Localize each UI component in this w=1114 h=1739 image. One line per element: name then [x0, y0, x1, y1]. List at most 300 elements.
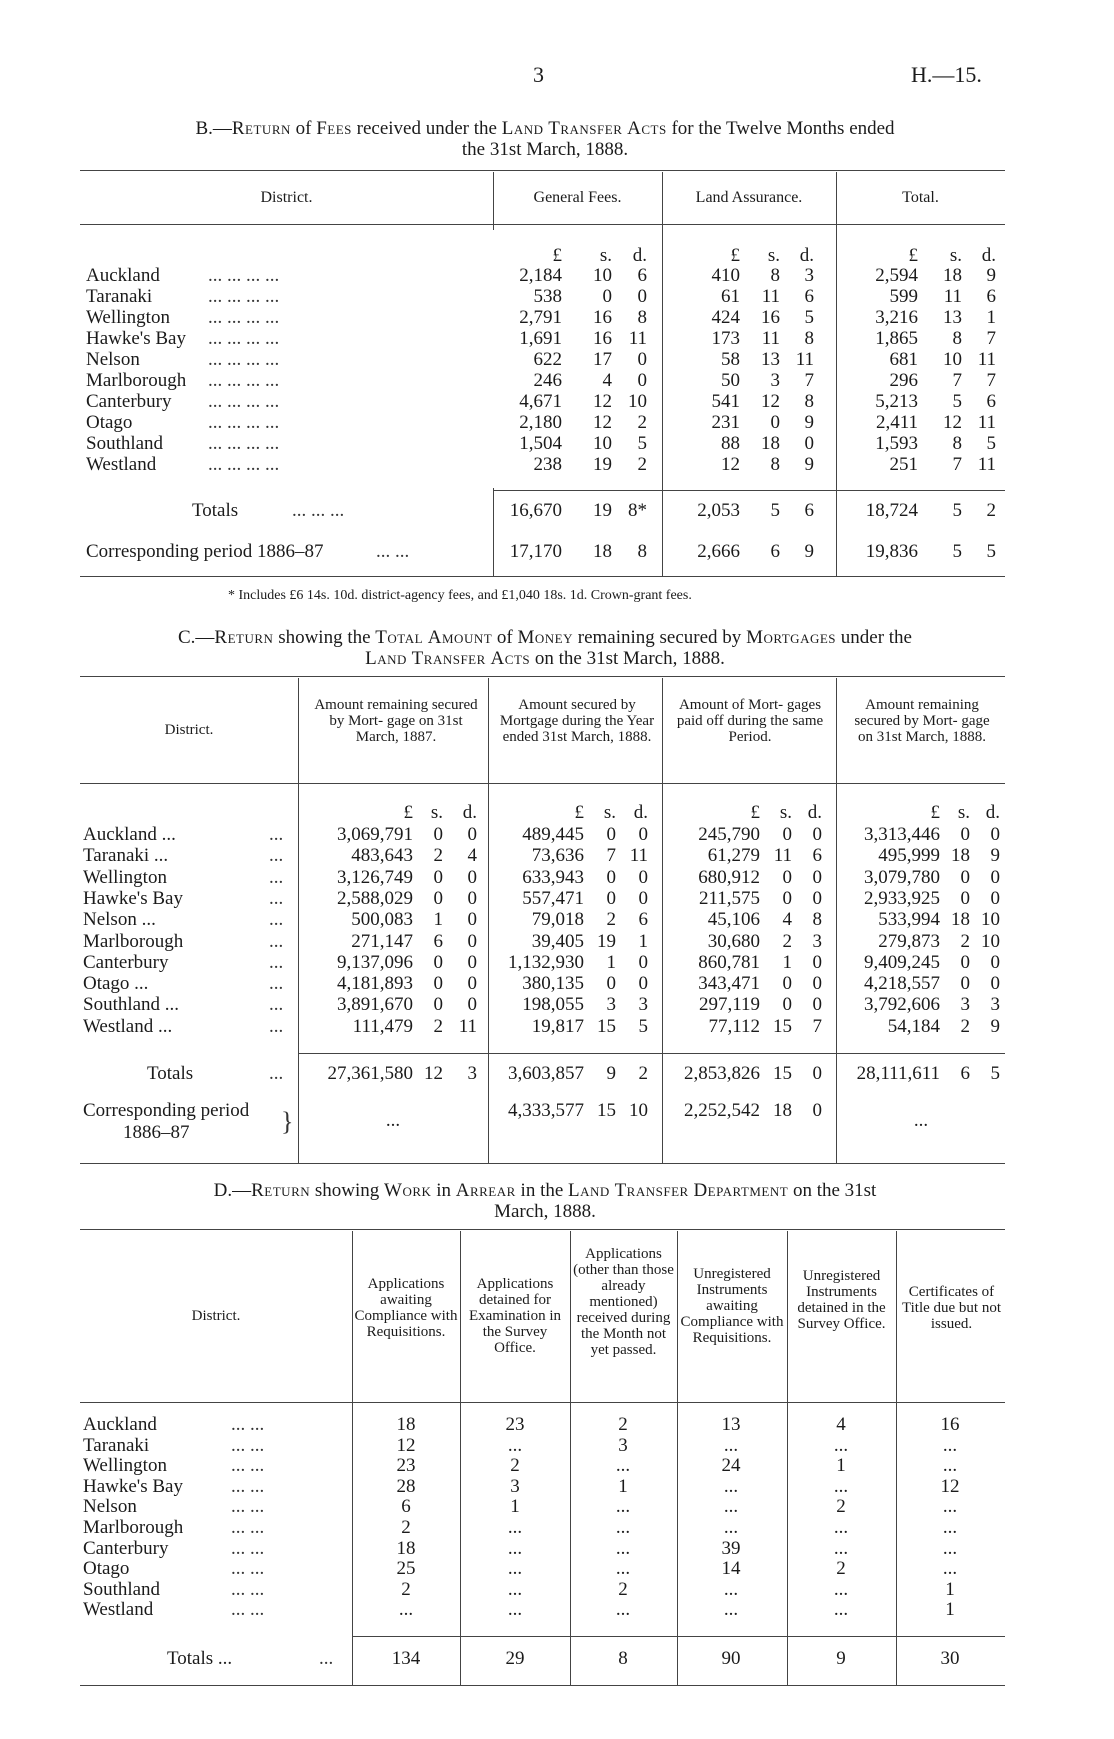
count-cell: 3 [510, 1476, 520, 1497]
money-cell: 11 [943, 286, 962, 307]
money-cell: 4,671 [519, 391, 562, 412]
money-cell: 500,083 [351, 909, 413, 930]
totals-label: Totals ... [167, 1648, 233, 1669]
money-cell: 6 [986, 391, 996, 412]
district-name: Westland ... [83, 1016, 173, 1037]
table-row [86, 391, 1006, 413]
money-cell: 11 [977, 454, 996, 475]
count-cell: ... [723, 1496, 739, 1517]
table-c-totals-rule [298, 1053, 1005, 1054]
money-cell: 16 [593, 307, 612, 328]
money-cell: 16 [593, 328, 612, 349]
money-cell: 2 [637, 454, 647, 475]
district-name: Auckland ... [83, 824, 176, 845]
table-d-header-app-awaiting: Applications awaiting Compliance with Requisitions. [354, 1276, 458, 1340]
money-cell: 0 [990, 867, 1000, 888]
money-cell: 15 [773, 1063, 792, 1084]
leader-dots: ... ... ... ... [208, 286, 280, 307]
money-cell: 495,999 [878, 845, 940, 866]
money-cell: 0 [637, 349, 647, 370]
district-name: Auckland [83, 1414, 157, 1435]
money-cell: 5 [952, 500, 962, 521]
count-cell: ... [942, 1558, 958, 1579]
count-cell: ... [942, 1517, 958, 1538]
count-cell: 28 [396, 1476, 416, 1497]
money-cell: ... [385, 1110, 401, 1131]
money-cell: ... [913, 1110, 929, 1131]
leader-dots: ... ... ... ... [208, 265, 280, 286]
money-cell: 11 [628, 328, 647, 349]
money-cell: 8 [637, 307, 647, 328]
money-cell: 599 [889, 286, 918, 307]
table-c-unit-label: £ [930, 802, 940, 823]
count-cell: 2 [836, 1496, 846, 1517]
table-row [86, 349, 1006, 371]
money-cell: 2,791 [519, 307, 562, 328]
table-c-unit-label: d. [462, 802, 477, 823]
count-cell: ... [615, 1517, 631, 1538]
money-cell: 11 [761, 328, 780, 349]
leader-dots: ... ... ... ... [208, 454, 280, 475]
count-cell: 2 [401, 1579, 411, 1600]
money-cell: 0 [960, 888, 970, 909]
district-name: Canterbury [86, 391, 172, 412]
district-name: Taranaki [86, 286, 153, 307]
money-cell: 8 [637, 541, 647, 562]
table-c-top-rule [80, 676, 1005, 677]
money-cell: 2,411 [875, 412, 918, 433]
money-cell: 7 [804, 370, 814, 391]
money-cell: 7 [606, 845, 616, 866]
money-cell: 1 [782, 952, 792, 973]
money-cell: 61,279 [707, 845, 760, 866]
money-cell: 3 [467, 1063, 477, 1084]
money-cell: 0 [782, 888, 792, 909]
money-cell: 238 [533, 454, 562, 475]
table-b-unit-label: £ [552, 245, 562, 266]
count-cell: 16 [940, 1414, 960, 1435]
count-cell: ... [833, 1517, 849, 1538]
count-cell: 8 [618, 1648, 628, 1669]
money-cell: 12 [943, 412, 962, 433]
money-cell: 0 [960, 824, 970, 845]
money-cell: 3,603,857 [508, 1063, 584, 1084]
money-cell: 10 [628, 391, 647, 412]
money-cell: 3,216 [875, 307, 918, 328]
money-cell: 73,636 [531, 845, 584, 866]
count-cell: 39 [721, 1538, 741, 1559]
money-cell: 6 [804, 500, 814, 521]
leader-dots: ... ... ... ... [208, 412, 280, 433]
count-cell: ... [507, 1538, 523, 1559]
money-cell: 2,853,826 [684, 1063, 760, 1084]
money-cell: 5 [990, 1063, 1000, 1084]
money-cell: 79,018 [531, 909, 584, 930]
district-name: Hawke's Bay [86, 328, 186, 349]
money-cell: 15 [597, 1016, 616, 1037]
money-cell: 211,575 [698, 888, 760, 909]
money-cell: 2 [960, 931, 970, 952]
money-cell: 10 [593, 265, 612, 286]
leader-dots: ... ... [231, 1435, 265, 1456]
district-name: Otago ... [83, 973, 149, 994]
money-cell: 8 [770, 265, 780, 286]
money-cell: 6 [637, 265, 647, 286]
money-cell: 0 [467, 888, 477, 909]
money-cell: 19 [593, 454, 612, 475]
money-cell: 28,111,611 [856, 1063, 940, 1084]
money-cell: 16 [761, 307, 780, 328]
count-cell: 23 [505, 1414, 525, 1435]
corresponding-row [83, 1100, 1008, 1146]
money-cell: 3 [960, 994, 970, 1015]
district-name: Hawke's Bay [83, 888, 183, 909]
table-row [83, 1414, 1008, 1436]
table-c-unit-label: s. [779, 802, 792, 823]
money-cell: 557,471 [522, 888, 584, 909]
leader-dots: ... ... [231, 1414, 265, 1435]
count-cell: 3 [618, 1435, 628, 1456]
table-c-header-district: District. [164, 722, 214, 738]
money-cell: 1 [986, 307, 996, 328]
totals-label: Totals [147, 1063, 194, 1084]
money-cell: 6 [804, 286, 814, 307]
count-cell: 18 [396, 1538, 416, 1559]
table-row [86, 433, 1006, 455]
count-cell: ... [723, 1476, 739, 1497]
money-cell: 18 [593, 541, 612, 562]
money-cell: 18 [951, 909, 970, 930]
table-c-header-rule [80, 783, 1005, 784]
count-cell: 1 [945, 1579, 955, 1600]
money-cell: 681 [889, 349, 918, 370]
money-cell: 533,994 [878, 909, 940, 930]
table-d-header-app-detained: Applications detained for Examination in the Survey Office. [468, 1276, 562, 1356]
count-cell: 90 [721, 1648, 741, 1669]
money-cell: 0 [960, 973, 970, 994]
corresponding-label-line2: 1886–87 [123, 1122, 190, 1143]
money-cell: 77,112 [708, 1016, 760, 1037]
table-b-unit-label: d. [981, 245, 996, 266]
money-cell: 1,504 [519, 433, 562, 454]
leader-dots: ... [269, 994, 284, 1015]
money-cell: 9,409,245 [864, 952, 940, 973]
money-cell: 245,790 [698, 824, 760, 845]
money-cell: 15 [773, 1016, 792, 1037]
leader-dots: ... ... [231, 1538, 265, 1559]
money-cell: 680,912 [698, 867, 760, 888]
money-cell: 19 [597, 931, 616, 952]
table-row [83, 824, 1008, 846]
table-b-unit-label: £ [730, 245, 740, 266]
money-cell: 271,147 [351, 931, 413, 952]
money-cell: 4 [467, 845, 477, 866]
count-cell: ... [615, 1455, 631, 1476]
money-cell: 5 [986, 433, 996, 454]
table-row [83, 1476, 1008, 1498]
table-b-top-rule [80, 170, 1005, 171]
money-cell: 2,252,542 [684, 1100, 760, 1121]
money-cell: 1,132,930 [508, 952, 584, 973]
count-cell: ... [833, 1435, 849, 1456]
money-cell: 10 [629, 1100, 648, 1121]
money-cell: 0 [960, 952, 970, 973]
money-cell: 8* [628, 500, 647, 521]
leader-dots: ... ... [231, 1599, 265, 1620]
money-cell: 0 [812, 1063, 822, 1084]
count-cell: 4 [836, 1414, 846, 1435]
money-cell: 4,333,577 [508, 1100, 584, 1121]
money-cell: 5 [637, 433, 647, 454]
leader-dots: ... [269, 931, 284, 952]
table-c-bottom-rule [80, 1163, 1005, 1164]
money-cell: 0 [812, 973, 822, 994]
table-row [86, 265, 1006, 287]
money-cell: 0 [467, 973, 477, 994]
table-b-title [80, 118, 1010, 160]
money-cell: 483,643 [351, 845, 413, 866]
money-cell: 19,817 [531, 1016, 584, 1037]
totals-row [86, 500, 1006, 522]
money-cell: 2,588,029 [337, 888, 413, 909]
money-cell: 12 [424, 1063, 443, 1084]
table-d-header-app-other: Applications (other than those already mentioned) received during the Month not yet passed. [573, 1246, 674, 1358]
money-cell: 1 [433, 909, 443, 930]
table-b-title-line1: B.—Return of Fees received under the Land Transfer Acts for the Twelve Months ended [195, 118, 895, 139]
table-c-title-line1: C.—Return showing the Total Amount of Money remaining secured by Mortgages under the [177, 627, 912, 648]
table-d-top-rule [80, 1229, 1005, 1230]
leader-dots: ... ... ... ... [208, 433, 280, 454]
money-cell: 2 [433, 845, 443, 866]
table-row [83, 888, 1008, 910]
money-cell: 10 [981, 909, 1000, 930]
money-cell: 1,865 [875, 328, 918, 349]
table-row [83, 1016, 1008, 1038]
leader-dots: ... [269, 845, 284, 866]
count-cell: ... [507, 1558, 523, 1579]
money-cell: 18 [943, 265, 962, 286]
table-b-unit-label: s. [949, 245, 962, 266]
money-cell: 8 [812, 909, 822, 930]
money-cell: 111,479 [352, 1016, 413, 1037]
money-cell: 12 [721, 454, 740, 475]
table-b-unit-label: £ [908, 245, 918, 266]
money-cell: 18 [773, 1100, 792, 1121]
corresponding-row [86, 541, 1006, 563]
table-b-header-total: Total. [902, 189, 939, 206]
money-cell: 9 [804, 541, 814, 562]
money-cell: 3 [606, 994, 616, 1015]
money-cell: 3,079,780 [864, 867, 940, 888]
count-cell: 9 [836, 1648, 846, 1669]
money-cell: 5 [986, 541, 996, 562]
table-d-header-district: District. [191, 1308, 241, 1324]
count-cell: 25 [396, 1558, 416, 1579]
money-cell: 6 [812, 845, 822, 866]
money-cell: 3,313,446 [864, 824, 940, 845]
money-cell: 30,680 [707, 931, 760, 952]
money-cell: 2 [433, 1016, 443, 1037]
money-cell: 3,891,670 [337, 994, 413, 1015]
money-cell: 0 [812, 952, 822, 973]
table-b-header-land-assurance: Land Assurance. [695, 189, 803, 206]
money-cell: 0 [782, 994, 792, 1015]
money-cell: 279,873 [878, 931, 940, 952]
page-number: 3 [533, 62, 544, 87]
money-cell: 88 [721, 433, 740, 454]
money-cell: 4 [602, 370, 612, 391]
table-b-unit-label: d. [632, 245, 647, 266]
table-d-title-line2: March, 1888. [494, 1201, 596, 1222]
money-cell: 380,135 [522, 973, 584, 994]
money-cell: 489,445 [522, 824, 584, 845]
money-cell: 2 [606, 909, 616, 930]
money-cell: 2 [986, 500, 996, 521]
district-name: Nelson ... [83, 909, 156, 930]
money-cell: 9 [606, 1063, 616, 1084]
district-name: Canterbury [83, 1538, 169, 1559]
money-cell: 0 [990, 824, 1000, 845]
money-cell: 8 [770, 454, 780, 475]
money-cell: 173 [711, 328, 740, 349]
table-row [83, 845, 1008, 867]
money-cell: 0 [606, 824, 616, 845]
money-cell: 12 [761, 391, 780, 412]
money-cell: 12 [593, 412, 612, 433]
money-cell: 0 [467, 952, 477, 973]
money-cell: 8 [804, 328, 814, 349]
leader-dots: ... [269, 973, 284, 994]
leader-dots: ... ... ... [292, 500, 345, 521]
money-cell: 0 [804, 433, 814, 454]
money-cell: 0 [467, 824, 477, 845]
count-cell: 24 [721, 1455, 741, 1476]
table-row [83, 1538, 1008, 1560]
money-cell: 0 [606, 973, 616, 994]
money-cell: 5 [804, 307, 814, 328]
money-cell: 343,471 [698, 973, 760, 994]
money-cell: 13 [761, 349, 780, 370]
district-name: Wellington [83, 867, 167, 888]
leader-dots: ... ... [231, 1455, 265, 1476]
money-cell: 231 [711, 412, 740, 433]
table-row [83, 973, 1008, 995]
money-cell: 12 [593, 391, 612, 412]
leader-dots: ... ... ... ... [208, 391, 280, 412]
totals-row [83, 1648, 1008, 1670]
count-cell: 134 [391, 1648, 421, 1669]
district-name: Hawke's Bay [83, 1476, 183, 1497]
money-cell: 50 [721, 370, 740, 391]
table-row [86, 412, 1006, 434]
count-cell: ... [723, 1517, 739, 1538]
leader-dots: ... [319, 1648, 334, 1669]
money-cell: 0 [467, 909, 477, 930]
leader-dots: ... ... [376, 541, 410, 562]
money-cell: 0 [638, 888, 648, 909]
count-cell: 1 [945, 1599, 955, 1620]
money-cell: 11 [977, 412, 996, 433]
money-cell: 7 [952, 454, 962, 475]
leader-dots: ... [269, 888, 284, 909]
money-cell: 4 [782, 909, 792, 930]
totals-label: Totals [192, 500, 239, 521]
money-cell: 11 [629, 845, 648, 866]
money-cell: 9 [804, 412, 814, 433]
table-row [83, 1435, 1008, 1457]
money-cell: 2 [637, 412, 647, 433]
money-cell: 622 [533, 349, 562, 370]
money-cell: 39,405 [531, 931, 584, 952]
money-cell: 0 [782, 824, 792, 845]
money-cell: 0 [467, 867, 477, 888]
money-cell: 27,361,580 [327, 1063, 413, 1084]
money-cell: 19,836 [865, 541, 918, 562]
money-cell: 61 [721, 286, 740, 307]
money-cell: 2,180 [519, 412, 562, 433]
money-cell: 7 [812, 1016, 822, 1037]
money-cell: 0 [782, 973, 792, 994]
table-row [83, 1496, 1008, 1518]
money-cell: 3 [812, 931, 822, 952]
count-cell: 1 [618, 1476, 628, 1497]
money-cell: 297,119 [698, 994, 760, 1015]
money-cell: 2,053 [697, 500, 740, 521]
money-cell: 6 [960, 1063, 970, 1084]
money-cell: 860,781 [698, 952, 760, 973]
leader-dots: ... [269, 867, 284, 888]
table-d-title [80, 1180, 1010, 1222]
count-cell: 12 [396, 1435, 416, 1456]
leader-dots: ... [269, 952, 284, 973]
count-cell: ... [833, 1599, 849, 1620]
money-cell: 10 [943, 349, 962, 370]
table-c-unit-label: d. [807, 802, 822, 823]
money-cell: 251 [889, 454, 918, 475]
table-c-title-line2: Land Transfer Acts on the 31st March, 1888. [365, 648, 725, 669]
table-row [83, 1579, 1008, 1601]
money-cell: 0 [602, 286, 612, 307]
count-cell: ... [615, 1599, 631, 1620]
leader-dots: ... ... ... ... [208, 307, 280, 328]
money-cell: 8 [804, 391, 814, 412]
money-cell: 424 [711, 307, 740, 328]
money-cell: 17 [593, 349, 612, 370]
count-cell: ... [615, 1496, 631, 1517]
money-cell: 18 [761, 433, 780, 454]
money-cell: 2 [638, 1063, 648, 1084]
table-d-header-certificates: Certificates of Title due but not issued. [901, 1284, 1002, 1332]
table-row [83, 1455, 1008, 1477]
district-name: Wellington [86, 307, 170, 328]
money-cell: 0 [812, 1100, 822, 1121]
table-d-bottom-rule [80, 1685, 1005, 1686]
money-cell: 0 [637, 370, 647, 391]
table-b-title-line2: the 31st March, 1888. [461, 139, 629, 160]
count-cell: 2 [618, 1414, 628, 1435]
table-c-header-secured-during-year: Amount secured by Mortgage during the Year ended 31st March, 1888. [499, 697, 655, 745]
money-cell: 5 [638, 1016, 648, 1037]
district-name: Westland [86, 454, 157, 475]
money-cell: 0 [770, 412, 780, 433]
money-cell: 5 [952, 541, 962, 562]
money-cell: 13 [943, 307, 962, 328]
table-c-header-remaining-1888: Amount remaining secured by Mort- gage on 31st March, 1888. [854, 697, 990, 745]
money-cell: 4,218,557 [864, 973, 940, 994]
money-cell: 0 [812, 994, 822, 1015]
count-cell: 30 [940, 1648, 960, 1669]
money-cell: 246 [533, 370, 562, 391]
